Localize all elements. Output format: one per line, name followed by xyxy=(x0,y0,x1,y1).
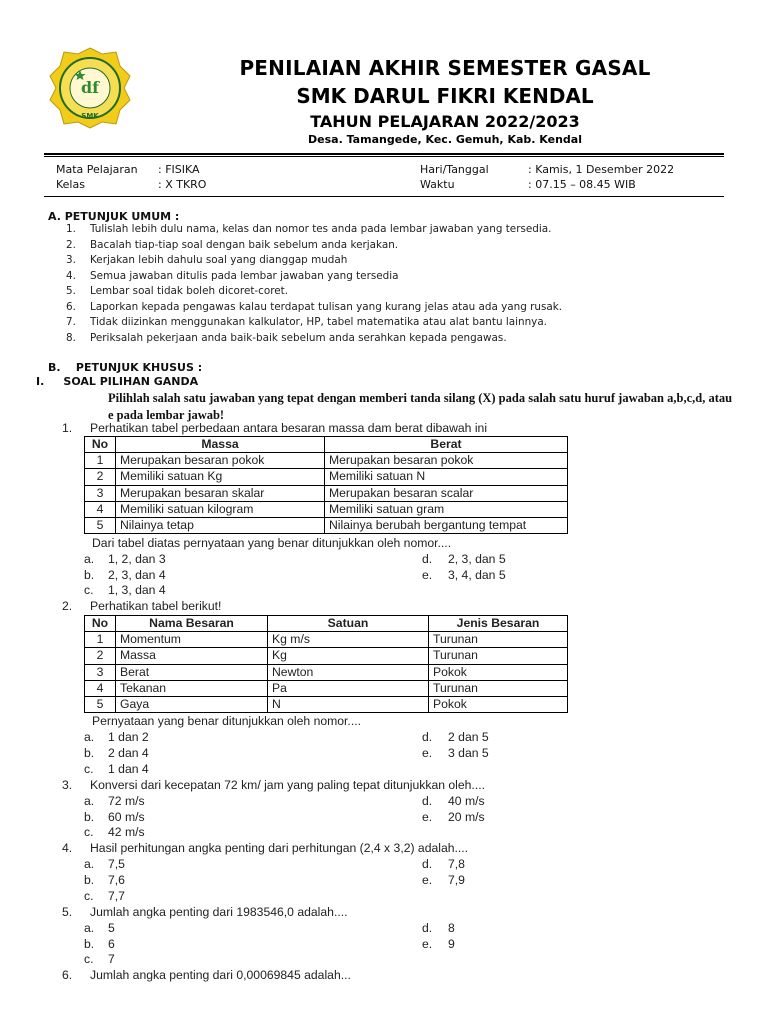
option-c: 7,7 xyxy=(108,889,125,903)
question-number: 6. xyxy=(62,968,73,982)
option-d: 40 m/s xyxy=(448,794,485,808)
option-e: 3, 4, dan 5 xyxy=(448,568,506,582)
option-c: 7 xyxy=(108,952,115,966)
table-row: 4 Memiliki satuan kilogram Memiliki satuan gram xyxy=(85,501,568,517)
subject-label: Mata Pelajaran xyxy=(56,163,138,176)
option-letter: e. xyxy=(422,937,433,951)
table-row: 5 Gaya N Pokok xyxy=(85,696,568,712)
option-letter: e. xyxy=(422,746,433,760)
question-text: Jumlah angka penting dari 1983546,0 adalah.... xyxy=(90,905,348,919)
question-number: 1. xyxy=(62,421,73,435)
quantities-table xyxy=(84,615,568,713)
logo-label: SMK xyxy=(81,112,99,120)
option-d: 2, 3, dan 5 xyxy=(448,552,506,566)
option-b: 2, 3, dan 4 xyxy=(108,568,166,582)
option-letter: d. xyxy=(422,921,433,935)
option-letter: e. xyxy=(422,873,433,887)
option-letter: c. xyxy=(84,889,94,903)
class-value: : X TKRO xyxy=(158,178,207,191)
option-letter: a. xyxy=(84,857,95,871)
option-a: 1 dan 2 xyxy=(108,730,149,744)
question-number: 2. xyxy=(62,599,73,613)
option-letter: b. xyxy=(84,937,95,951)
table-header: Jenis Besaran xyxy=(429,616,568,632)
option-letter: b. xyxy=(84,873,95,887)
option-letter: c. xyxy=(84,825,94,839)
option-d: 8 xyxy=(448,921,455,935)
multiple-choice-instruction: Pilihlah salah satu jawaban yang tepat dengan memberi tanda silang (X) pada salah satu huruf jawaban a,b,c,d, atau e pada lembar jawab! xyxy=(108,391,733,422)
option-letter: b. xyxy=(84,746,95,760)
option-letter: e. xyxy=(422,810,433,824)
option-a: 7,5 xyxy=(108,857,125,871)
table-row: 2 Massa Kg Turunan xyxy=(85,648,568,664)
option-d: 2 dan 5 xyxy=(448,730,489,744)
option-b: 60 m/s xyxy=(108,810,145,824)
option-e: 7,9 xyxy=(448,873,465,887)
subsection-title: I. SOAL PILIHAN GANDA xyxy=(36,375,199,388)
table-row: 1 Merupakan besaran pokok Merupakan besaran pokok xyxy=(85,453,568,469)
option-e: 20 m/s xyxy=(448,810,485,824)
option-letter: d. xyxy=(422,794,433,808)
table-header-row xyxy=(85,437,568,453)
option-b: 2 dan 4 xyxy=(108,746,149,760)
list-item: 5. Lembar soal tidak boleh dicoret-coret. xyxy=(66,285,289,297)
option-e: 9 xyxy=(448,937,455,951)
option-c: 42 m/s xyxy=(108,825,145,839)
option-letter: d. xyxy=(422,857,433,871)
table-row: 4 Tekanan Pa Turunan xyxy=(85,680,568,696)
table-header: No xyxy=(85,616,116,632)
list-item: 6. Laporkan kepada pengawas kalau terdapat tulisan yang kurang jelas atau ada yang rusak. xyxy=(66,300,563,313)
option-letter: b. xyxy=(84,810,95,824)
option-a: 72 m/s xyxy=(108,794,145,808)
option-letter: c. xyxy=(84,762,94,776)
title-exam: PENILAIAN AKHIR SEMESTER GASAL xyxy=(239,56,651,80)
table-header: Massa xyxy=(116,437,325,453)
question-number: 4. xyxy=(62,841,73,855)
subject-value: : FISIKA xyxy=(158,163,200,176)
table-row: 1 Momentum Kg m/s Turunan xyxy=(85,632,568,648)
option-letter: d. xyxy=(422,730,433,744)
question-followup: Dari tabel diatas pernyataan yang benar ditunjukkan oleh nomor.... xyxy=(92,536,452,550)
table-header-row xyxy=(85,616,568,632)
option-letter: a. xyxy=(84,552,95,566)
school-address: Desa. Tamangede, Kec. Gemuh, Kab. Kendal xyxy=(308,133,582,146)
table-row: 2 Memiliki satuan Kg Memiliki satuan N xyxy=(85,469,568,485)
table-header: Berat xyxy=(325,437,568,453)
option-e: 3 dan 5 xyxy=(448,746,489,760)
mass-weight-table xyxy=(84,436,568,534)
option-b: 7,6 xyxy=(108,873,125,887)
header-divider xyxy=(44,153,724,155)
title-year: TAHUN PELAJARAN 2022/2023 xyxy=(310,112,580,131)
list-item: 7. Tidak diizinkan menggunakan kalkulator, HP, tabel matematika atau alat bantu lainnya. xyxy=(66,316,547,328)
list-item: 4. Semua jawaban ditulis pada lembar jawaban yang tersedia xyxy=(66,269,399,282)
option-letter: c. xyxy=(84,583,94,597)
option-b: 6 xyxy=(108,937,115,951)
option-letter: a. xyxy=(84,921,95,935)
option-a: 1, 2, dan 3 xyxy=(108,552,166,566)
question-text: Perhatikan tabel perbedaan antara besaran massa dam berat dibawah ini xyxy=(90,421,488,435)
logo-initials: df xyxy=(80,78,100,97)
question-text: Hasil perhitungan angka penting dari perhitungan (2,4 x 3,2) adalah.... xyxy=(90,841,469,855)
option-a: 5 xyxy=(108,921,115,935)
option-c: 1 dan 4 xyxy=(108,762,149,776)
list-item: 8. Periksalah pekerjaan anda baik-baik sebelum anda serahkan kepada pengawas. xyxy=(66,331,507,344)
table-row: 3 Merupakan besaran skalar Merupakan besaran scalar xyxy=(85,485,568,501)
time-value: : 07.15 – 08.45 WIB xyxy=(528,178,636,191)
list-item: 3. Kerjakan lebih dahulu soal yang dianggap mudah xyxy=(66,254,348,266)
question-followup: Pernyataan yang benar ditunjukkan oleh nomor.... xyxy=(92,714,361,728)
question-text: Perhatikan tabel berikut! xyxy=(90,599,222,613)
question-text: Jumlah angka penting dari 0,00069845 adalah... xyxy=(90,968,351,982)
option-letter: b. xyxy=(84,568,95,582)
list-item: 2. Bacalah tiap-tiap soal dengan baik sebelum anda kerjakan. xyxy=(66,238,399,251)
list-item: 1. Tulislah lebih dulu nama, kelas dan nomor tes anda pada lembar jawaban yang tersedia. xyxy=(66,223,552,235)
info-divider xyxy=(44,196,724,197)
school-logo xyxy=(48,46,132,130)
question-text: Konversi dari kecepatan 72 km/ jam yang paling tepat ditunjukkan oleh.... xyxy=(90,778,485,792)
option-letter: a. xyxy=(84,730,95,744)
section-a-title: A. PETUNJUK UMUM : xyxy=(48,210,180,223)
header-divider-thin xyxy=(44,156,724,157)
table-header: Satuan xyxy=(268,616,429,632)
title-school: SMK DARUL FIKRI KENDAL xyxy=(296,84,594,108)
table-row: 3 Berat Newton Pokok xyxy=(85,664,568,680)
table-header: No xyxy=(85,437,116,453)
option-letter: d. xyxy=(422,552,433,566)
table-header: Nama Besaran xyxy=(116,616,268,632)
section-b-title: B. PETUNJUK KHUSUS : xyxy=(48,361,203,374)
table-row: 5 Nilainya tetap Nilainya berubah bergantung tempat xyxy=(85,517,568,533)
general-instructions-list xyxy=(66,222,562,346)
question-number: 3. xyxy=(62,778,73,792)
option-d: 7,8 xyxy=(448,857,465,871)
date-value: : Kamis, 1 Desember 2022 xyxy=(528,163,675,176)
date-label: Hari/Tanggal xyxy=(420,163,489,176)
time-label: Waktu xyxy=(420,178,455,191)
option-c: 1, 3, dan 4 xyxy=(108,583,166,597)
option-letter: c. xyxy=(84,952,94,966)
option-letter: e. xyxy=(422,568,433,582)
question-number: 5. xyxy=(62,905,73,919)
class-label: Kelas xyxy=(56,178,85,191)
option-letter: a. xyxy=(84,794,95,808)
